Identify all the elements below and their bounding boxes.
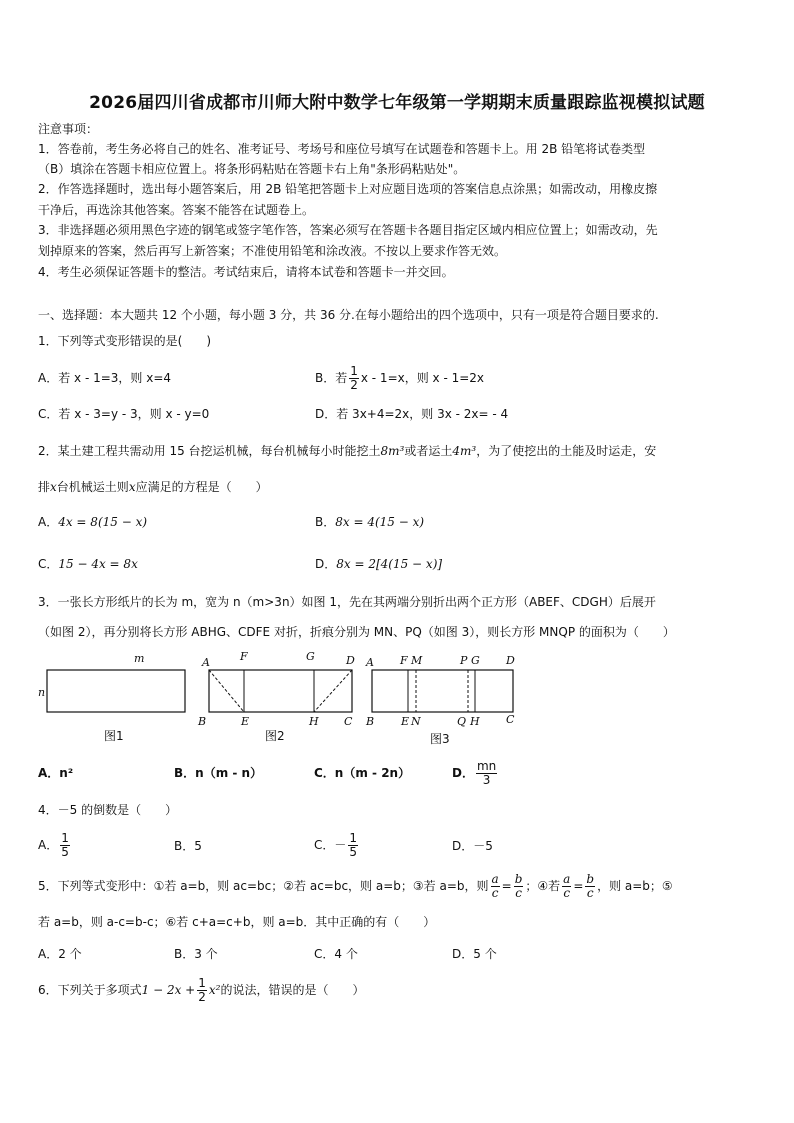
notice-line-1: 1．答卷前，考生务必将自己的姓名、准考证号、考场号和座位号填写在试题卷和答题卡上。用 2B 铅笔将试卷类型 [38,142,646,156]
q2-stem-line-1 [38,443,656,459]
q4-option-a-den: 5 [61,845,69,859]
fig1-label-n: n [38,686,46,699]
fig2-diagonal-DH [314,670,352,712]
q3-option-d-den: 3 [482,773,491,787]
fig3-label-F: F [400,654,408,667]
fig3-label-C: C [506,713,515,726]
q3-stem-line-2: （如图 2），再分别将长方形 ABHG、CDFE 对折，折痕分别为 MN、PQ（如图 3），则长方形 MNQP 的面积为（ ） [38,625,675,639]
q2-option-a [38,514,147,530]
q1-option-b-pre: B．若 [315,371,348,385]
q5-frac-a-over-c-2 [562,873,571,900]
q5-option-d: D．5 个 [452,947,497,961]
q5-frac3-den: c [563,886,571,900]
q1-option-c: C．若 x - 3=y - 3，则 x - y=0 [38,407,210,421]
q2-expr-8m3: 8m³ [380,444,405,458]
q4-option-a-num: 1 [61,831,69,845]
q5-frac1-den: c [491,886,499,900]
q2-text-6: 应满足的方程是（ ） [135,480,268,494]
q1-option-b-fraction [349,365,359,392]
q5-text-3: ，则 a=b；⑤ [597,879,673,893]
q1-option-d: D．若 3x+4=2x，则 3x - 2x= - 4 [315,407,509,421]
q3-stem-line-1: 3．一张长方形纸片的长为 m，宽为 n（m>3n）如图 1，先在其两端分别折出两个正方形（ABEF、CDGH）后展开 [38,595,656,609]
q2-option-c-expr: 15 − 4x = 8x [58,557,138,571]
q6-text-pre: 6．下列关于多项式 [38,983,142,997]
fig3-label-Q: Q [457,715,467,728]
fig3-label-N: N [411,715,421,728]
fig1-rectangle [47,670,185,712]
notice-line-6: 划掉原来的答案，然后再写上新答案；不准使用铅笔和涂改液。不按以上要求作答无效。 [38,244,507,258]
fig1-caption: 图1 [104,729,124,743]
q4-option-d: D．－5 [452,839,493,853]
q1-option-a: A．若 x - 1=3，则 x=4 [38,371,172,385]
q2-text-1: 2．某土建工程共需动用 15 台挖运机械，每台机械每小时能挖土 [38,444,381,458]
fig2-label-A: A [202,656,210,669]
q4-option-a [38,826,72,864]
fig2-caption: 图2 [265,729,285,743]
q4-option-a-fraction [60,832,70,859]
fig3-caption: 图3 [430,732,450,746]
q5-option-a: A．2 个 [38,947,82,961]
q5-frac2-num: b [514,872,523,886]
q6-text-post: 的说法，错误的是（ ） [220,983,365,997]
q4-option-c-label: C．－ [314,838,347,852]
notice-line-2: （B）填涂在答题卡相应位置上。将条形码粘贴在答题卡右上角"条形码粘贴处"。 [38,162,466,176]
q3-figures [30,648,530,748]
q3-option-d-num: mn [476,759,497,773]
notice-line-4: 干净后，再选涂其他答案。答案不能答在试题卷上。 [38,203,315,217]
fig2-label-C: C [344,715,353,728]
fig2-label-E: E [241,715,250,728]
q1-option-b-post: x - 1=x，则 x - 1=2x [360,371,485,385]
notice-line-5: 3．非选择题必须用黑色字迹的钢笔或签字笔作答，答案必须写在答题卡各题目指定区域内相应位置上；如需改动，先 [38,223,658,237]
q5-text-1: 5．下列等式变形中：①若 a=b，则 ac=bc；②若 ac=bc，则 a=b；③若 a=b，则 [38,879,489,893]
q2-var-x-2: x [128,480,136,494]
fig1-label-m: m [134,652,145,665]
q5-frac-a-over-c-1 [491,873,500,900]
q5-frac4-den: c [586,886,594,900]
q2-text-3: ，为了使挖出的土能及时运走，安 [476,444,657,458]
q1-stem: 1．下列等式变形错误的是( ) [38,334,211,348]
q4-option-c-den: 5 [349,845,358,859]
notice-line-7: 4．考生必须保证答题卡的整洁。考试结束后，请将本试卷和答题卡一并交回。 [38,265,454,279]
q3-option-d-label: D． [452,766,474,780]
fig3-label-M: M [411,654,423,667]
q2-option-b [315,514,424,530]
page-title: 2026届四川省成都市川师大附中数学七年级第一学期期末质量跟踪监视模拟试题 [89,93,705,113]
q2-text-5: 台机械运土则 [56,480,129,494]
fig3-label-D: D [506,654,515,667]
q2-option-d-label: D． [315,557,337,571]
q6-poly-fraction [197,977,207,1004]
q2-option-c [38,556,138,572]
q5-frac-b-over-c-2 [585,873,595,900]
q5-stem-line-1 [38,868,673,904]
q2-text-2: 或者运土 [404,444,453,458]
q2-option-b-label: B． [315,515,336,529]
q5-option-c: C．4 个 [314,947,358,961]
q2-option-d-expr: 8x = 2[4(15 − x)] [336,557,443,571]
q2-var-x: x [50,480,57,494]
q2-option-a-expr: 4x = 8(15 − x) [58,515,148,529]
q4-option-c [314,826,360,864]
q5-stem-line-2: 若 a=b，则 a-c=b-c；⑥若 c+a=c+b，则 a=b．其中正确的有（ ） [38,915,436,929]
fig2-label-D: D [346,654,355,667]
q6-poly-den: 2 [198,990,206,1004]
q2-expr-4m3: 4m³ [452,444,477,458]
q6-poly-num: 1 [198,976,206,990]
q5-frac2-den: c [515,886,522,900]
fig2-label-F: F [240,650,248,663]
q4-stem: 4．－5 的倒数是（ ） [38,803,178,817]
q3-option-b: B．n（m - n） [174,766,263,780]
q2-option-a-label: A． [38,515,59,529]
fig3-label-A: A [366,656,374,669]
fig3-label-B: B [366,715,375,728]
q1-option-b-num: 1 [350,364,358,378]
section-heading: 一、选择题：本大题共 12 个小题，每小题 3 分，共 36 分.在每小题给出的四个选项中，只有一项是符合题目要求的. [38,308,659,322]
fig2-rectangle [209,670,352,712]
fig2-label-H: H [309,715,319,728]
q2-option-b-expr: 8x = 4(15 − x) [335,515,425,529]
fig3-label-G: G [471,654,480,667]
q5-frac3-num: a [563,872,571,886]
fig2-diagonal-AE [209,670,244,712]
fig3-label-E: E [401,715,410,728]
q6-stem [38,971,364,1009]
q5-text-2: ；④若 [525,879,561,893]
fig2-label-B: B [198,715,207,728]
q5-frac1-num: a [491,872,499,886]
fig3-label-P: P [460,654,468,667]
q1-option-b [315,359,484,397]
q2-text-4: 排 [38,480,51,494]
notice-line-3: 2．作答选择题时，选出每小题答案后，用 2B 铅笔把答题卡上对应题目选项的答案信息点涂黑；如需改动，用橡皮擦 [38,182,658,196]
q2-option-d [315,556,442,572]
q3-option-a: A．n² [38,766,74,780]
q2-option-c-label: C． [38,557,59,571]
fig2-label-G: G [306,650,315,663]
q6-poly-part-2: x² [208,983,221,997]
q4-option-a-label: A． [38,838,59,852]
q6-poly-part-1: 1 − 2x + [141,983,196,997]
q4-option-c-num: 1 [349,831,358,845]
q5-equals-2: = [573,879,584,893]
q1-option-b-den: 2 [350,378,358,392]
q5-equals-1: = [501,879,512,893]
q2-stem-line-2 [38,479,268,495]
q4-option-c-fraction [348,832,358,859]
q5-frac4-num: b [586,872,595,886]
fig3-label-H: H [470,715,480,728]
fig3-rectangle [372,670,513,712]
q3-option-d-fraction [476,760,497,787]
notice-heading: 注意事项： [38,122,99,136]
q4-option-b: B．5 [174,839,202,853]
q5-option-b: B．3 个 [174,947,218,961]
q5-frac-b-over-c-1 [514,873,524,900]
q3-option-d [452,753,499,793]
q3-option-c: C．n（m - 2n） [314,766,411,780]
